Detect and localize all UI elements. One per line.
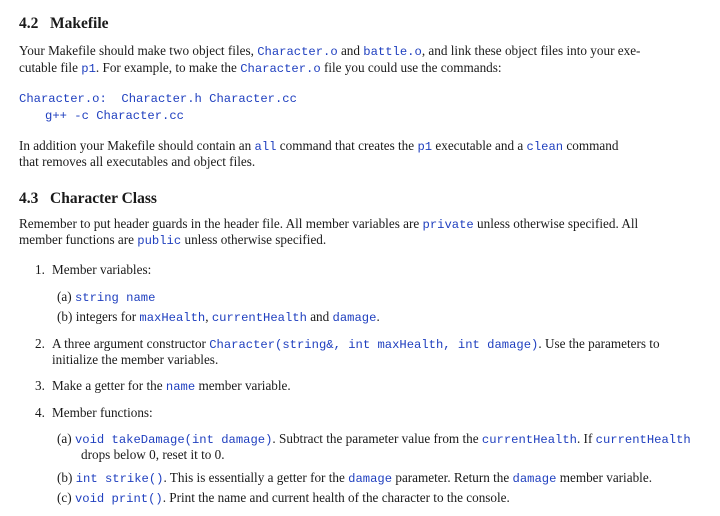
list-subitem: (b) integers for maxHealth, currentHealth and damage. — [57, 309, 380, 325]
list-subitem: (a) string name — [57, 289, 156, 305]
list-item: 2. A three argument constructor Character(string&, int maxHealth, int damage). Use the parameters to — [35, 336, 660, 352]
section-number: 4.3 — [19, 190, 39, 207]
section-heading-makefile — [19, 15, 109, 33]
code-line-target: Character.o: Character.h Character.cc — [19, 92, 297, 106]
code-line-command: g++ -c Character.cc — [45, 109, 184, 123]
section-number: 4.2 — [19, 15, 39, 32]
list-subitem: (a) void takeDamage(int damage). Subtract the parameter value from the currentHealth. If currentHealth — [57, 431, 691, 447]
section-heading-character-class — [19, 190, 157, 208]
list-item: 1. Member variables: — [35, 262, 152, 277]
list-item: 4. Member functions: — [35, 405, 153, 420]
list-item-continuation: initialize the member variables. — [52, 352, 219, 367]
character-paragraph-line-1: Remember to put header guards in the header file. All member variables are private unless otherwise specified. All — [19, 216, 639, 232]
section-title: Makefile — [50, 15, 109, 32]
makefile-paragraph2-line-2: that removes all executables and object files. — [19, 154, 256, 169]
list-subitem-continuation: drops below 0, reset it to 0. — [81, 447, 225, 462]
makefile-paragraph2-line-1: In addition your Makefile should contain an all command that creates the p1 executable and a clean command — [19, 138, 619, 154]
section-title: Character Class — [50, 190, 157, 207]
list-subitem: (b) int strike(). This is essentially a getter for the damage parameter. Return the damage member variable. — [57, 470, 652, 486]
list-item: 3. Make a getter for the name member variable. — [35, 378, 291, 394]
makefile-paragraph-line-2: cutable file p1. For example, to make the Character.o file you could use the commands: — [19, 60, 502, 76]
character-paragraph-line-2: member functions are public unless otherwise specified. — [19, 232, 327, 248]
list-subitem: (c) void print(). Print the name and current health of the character to the console. — [57, 490, 510, 506]
makefile-paragraph-line-1: Your Makefile should make two object files, Character.o and battle.o, and link these object files into your exe- — [19, 43, 641, 59]
